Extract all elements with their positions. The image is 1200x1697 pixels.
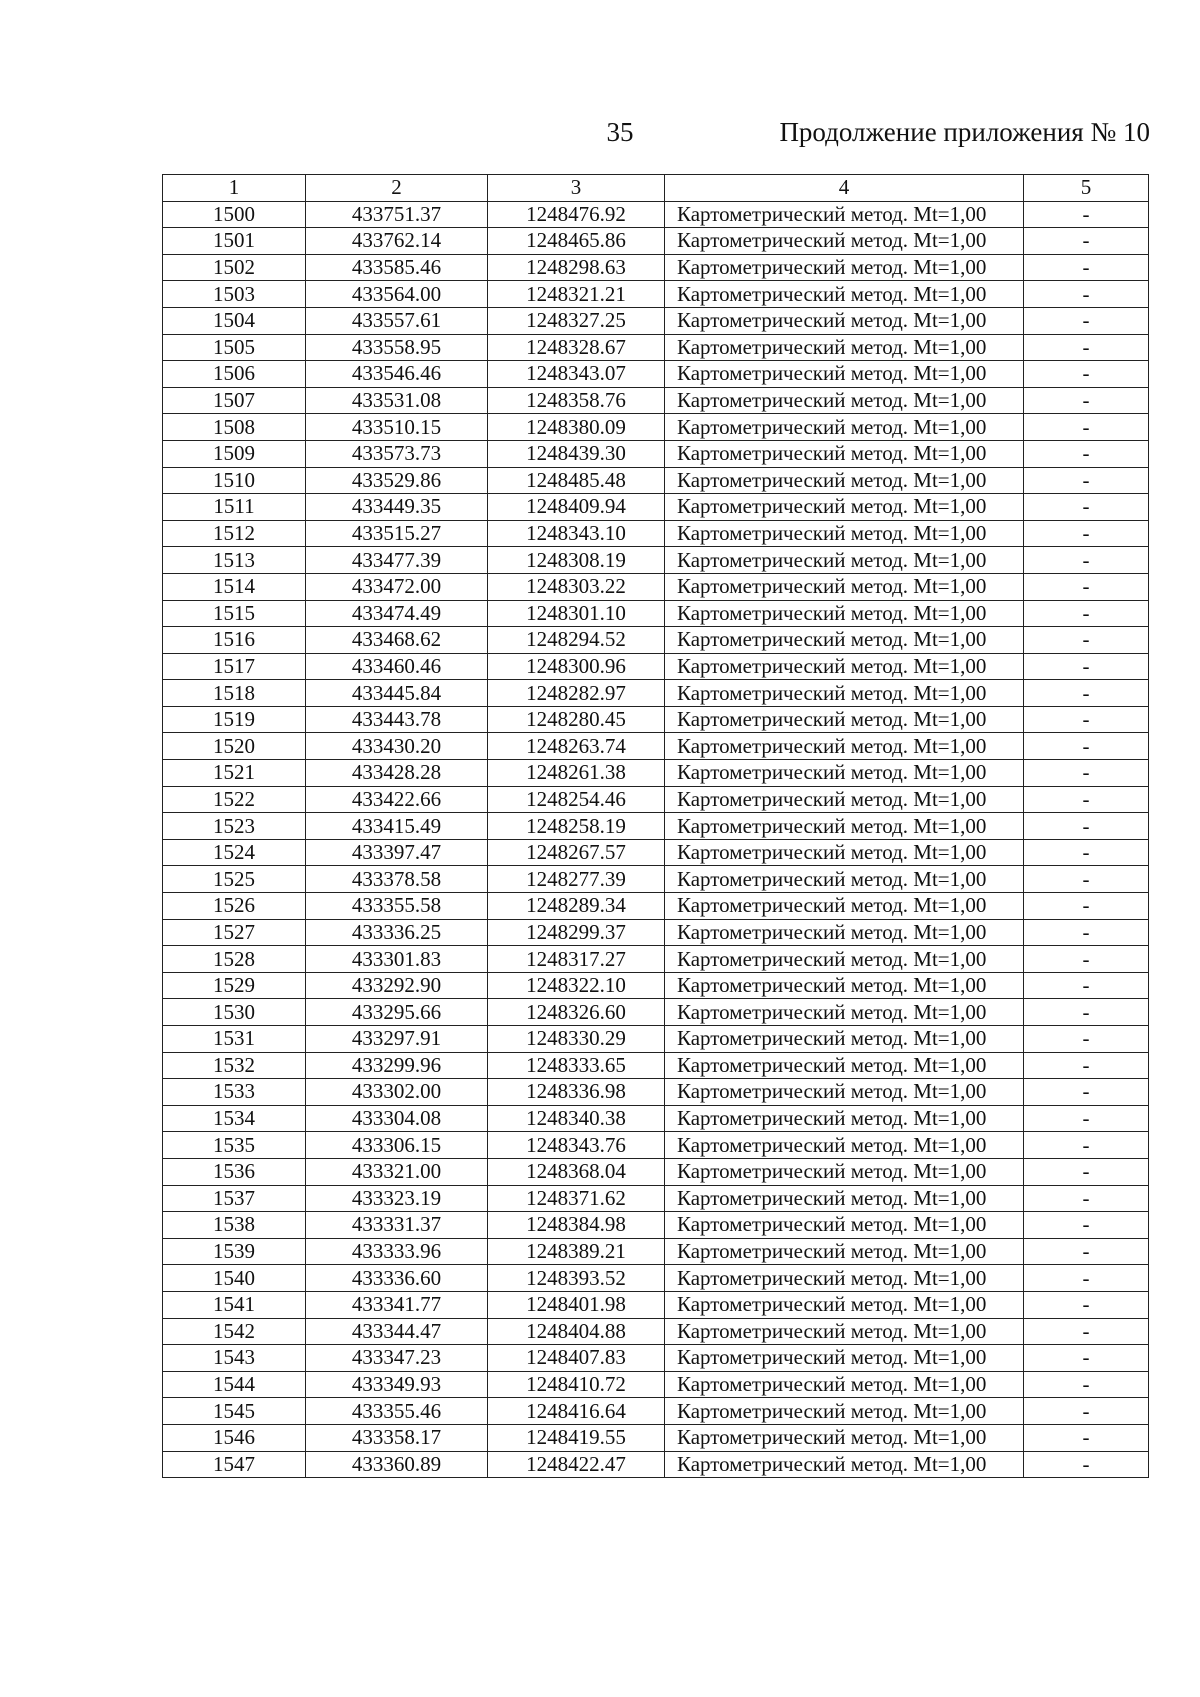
- table-row: [163, 520, 1149, 547]
- y-coordinate-cell: 1248465.86: [488, 228, 665, 255]
- method-cell: Картометрический метод. Mt=1,00: [665, 866, 1024, 893]
- note-cell: -: [1024, 1052, 1149, 1079]
- y-coordinate-cell: 1248389.21: [488, 1238, 665, 1265]
- point-number-cell: 1539: [163, 1238, 306, 1265]
- x-coordinate-cell: 433358.17: [306, 1424, 488, 1451]
- table-row: [163, 706, 1149, 733]
- point-number-cell: 1535: [163, 1132, 306, 1159]
- y-coordinate-cell: 1248343.10: [488, 520, 665, 547]
- x-coordinate-cell: 433336.60: [306, 1265, 488, 1292]
- x-coordinate-cell: 433430.20: [306, 733, 488, 760]
- point-number-cell: 1544: [163, 1371, 306, 1398]
- y-coordinate-cell: 1248277.39: [488, 866, 665, 893]
- y-coordinate-cell: 1248380.09: [488, 414, 665, 441]
- method-cell: Картометрический метод. Mt=1,00: [665, 254, 1024, 281]
- table-row: [163, 573, 1149, 600]
- table-row: [163, 866, 1149, 893]
- y-coordinate-cell: 1248336.98: [488, 1079, 665, 1106]
- x-coordinate-cell: 433297.91: [306, 1026, 488, 1053]
- note-cell: -: [1024, 786, 1149, 813]
- note-cell: -: [1024, 547, 1149, 574]
- method-cell: Картометрический метод. Mt=1,00: [665, 600, 1024, 627]
- method-cell: Картометрический метод. Mt=1,00: [665, 387, 1024, 414]
- y-coordinate-cell: 1248300.96: [488, 653, 665, 680]
- y-coordinate-cell: 1248258.19: [488, 813, 665, 840]
- point-number-cell: 1546: [163, 1424, 306, 1451]
- y-coordinate-cell: 1248416.64: [488, 1398, 665, 1425]
- x-coordinate-cell: 433347.23: [306, 1345, 488, 1372]
- note-cell: -: [1024, 866, 1149, 893]
- point-number-cell: 1530: [163, 999, 306, 1026]
- note-cell: -: [1024, 653, 1149, 680]
- table-row: [163, 999, 1149, 1026]
- note-cell: -: [1024, 1291, 1149, 1318]
- method-cell: Картометрический метод. Mt=1,00: [665, 1185, 1024, 1212]
- table-row: [163, 201, 1149, 228]
- table-row: [163, 1105, 1149, 1132]
- x-coordinate-cell: 433302.00: [306, 1079, 488, 1106]
- method-cell: Картометрический метод. Mt=1,00: [665, 839, 1024, 866]
- point-number-cell: 1529: [163, 972, 306, 999]
- x-coordinate-cell: 433331.37: [306, 1212, 488, 1239]
- x-coordinate-cell: 433474.49: [306, 600, 488, 627]
- x-coordinate-cell: 433428.28: [306, 760, 488, 787]
- method-cell: Картометрический метод. Mt=1,00: [665, 1398, 1024, 1425]
- method-cell: Картометрический метод. Mt=1,00: [665, 1371, 1024, 1398]
- note-cell: -: [1024, 1318, 1149, 1345]
- note-cell: -: [1024, 1158, 1149, 1185]
- y-coordinate-cell: 1248384.98: [488, 1212, 665, 1239]
- x-coordinate-cell: 433344.47: [306, 1318, 488, 1345]
- note-cell: -: [1024, 946, 1149, 973]
- y-coordinate-cell: 1248410.72: [488, 1371, 665, 1398]
- point-number-cell: 1508: [163, 414, 306, 441]
- column-header: 1: [163, 175, 306, 202]
- y-coordinate-cell: 1248371.62: [488, 1185, 665, 1212]
- x-coordinate-cell: 433443.78: [306, 706, 488, 733]
- y-coordinate-cell: 1248407.83: [488, 1345, 665, 1372]
- method-cell: Картометрический метод. Mt=1,00: [665, 1318, 1024, 1345]
- point-number-cell: 1536: [163, 1158, 306, 1185]
- table-row: [163, 254, 1149, 281]
- y-coordinate-cell: 1248321.21: [488, 281, 665, 308]
- method-cell: Картометрический метод. Mt=1,00: [665, 1105, 1024, 1132]
- method-cell: Картометрический метод. Mt=1,00: [665, 733, 1024, 760]
- point-number-cell: 1520: [163, 733, 306, 760]
- x-coordinate-cell: 433477.39: [306, 547, 488, 574]
- x-coordinate-cell: 433321.00: [306, 1158, 488, 1185]
- table-row: [163, 1158, 1149, 1185]
- page-number: 35: [606, 117, 634, 147]
- y-coordinate-cell: 1248343.07: [488, 361, 665, 388]
- note-cell: -: [1024, 1398, 1149, 1425]
- method-cell: Картометрический метод. Mt=1,00: [665, 440, 1024, 467]
- table-header: [163, 175, 1149, 202]
- note-cell: -: [1024, 680, 1149, 707]
- y-coordinate-cell: 1248485.48: [488, 467, 665, 494]
- point-number-cell: 1506: [163, 361, 306, 388]
- x-coordinate-cell: 433355.58: [306, 893, 488, 920]
- table-row: [163, 839, 1149, 866]
- point-number-cell: 1524: [163, 839, 306, 866]
- note-cell: -: [1024, 307, 1149, 334]
- note-cell: -: [1024, 600, 1149, 627]
- method-cell: Картометрический метод. Mt=1,00: [665, 627, 1024, 654]
- method-cell: Картометрический метод. Mt=1,00: [665, 1026, 1024, 1053]
- table-row: [163, 946, 1149, 973]
- x-coordinate-cell: 433762.14: [306, 228, 488, 255]
- table-row: [163, 919, 1149, 946]
- x-coordinate-cell: 433295.66: [306, 999, 488, 1026]
- method-cell: Картометрический метод. Mt=1,00: [665, 307, 1024, 334]
- x-coordinate-cell: 433472.00: [306, 573, 488, 600]
- y-coordinate-cell: 1248298.63: [488, 254, 665, 281]
- y-coordinate-cell: 1248340.38: [488, 1105, 665, 1132]
- x-coordinate-cell: 433585.46: [306, 254, 488, 281]
- method-cell: Картометрический метод. Mt=1,00: [665, 1265, 1024, 1292]
- table-row: [163, 786, 1149, 813]
- method-cell: Картометрический метод. Mt=1,00: [665, 786, 1024, 813]
- point-number-cell: 1527: [163, 919, 306, 946]
- note-cell: -: [1024, 334, 1149, 361]
- note-cell: -: [1024, 1212, 1149, 1239]
- x-coordinate-cell: 433460.46: [306, 653, 488, 680]
- x-coordinate-cell: 433557.61: [306, 307, 488, 334]
- table-row: [163, 1265, 1149, 1292]
- point-number-cell: 1514: [163, 573, 306, 600]
- point-number-cell: 1501: [163, 228, 306, 255]
- method-cell: Картометрический метод. Mt=1,00: [665, 1052, 1024, 1079]
- note-cell: -: [1024, 361, 1149, 388]
- x-coordinate-cell: 433333.96: [306, 1238, 488, 1265]
- method-cell: Картометрический метод. Mt=1,00: [665, 813, 1024, 840]
- y-coordinate-cell: 1248393.52: [488, 1265, 665, 1292]
- x-coordinate-cell: 433360.89: [306, 1451, 488, 1478]
- table-row: [163, 1079, 1149, 1106]
- point-number-cell: 1505: [163, 334, 306, 361]
- point-number-cell: 1513: [163, 547, 306, 574]
- y-coordinate-cell: 1248301.10: [488, 600, 665, 627]
- x-coordinate-cell: 433558.95: [306, 334, 488, 361]
- point-number-cell: 1545: [163, 1398, 306, 1425]
- y-coordinate-cell: 1248263.74: [488, 733, 665, 760]
- note-cell: -: [1024, 387, 1149, 414]
- note-cell: -: [1024, 254, 1149, 281]
- point-number-cell: 1516: [163, 627, 306, 654]
- x-coordinate-cell: 433546.46: [306, 361, 488, 388]
- point-number-cell: 1504: [163, 307, 306, 334]
- y-coordinate-cell: 1248439.30: [488, 440, 665, 467]
- method-cell: Картометрический метод. Mt=1,00: [665, 1291, 1024, 1318]
- x-coordinate-cell: 433510.15: [306, 414, 488, 441]
- method-cell: Картометрический метод. Mt=1,00: [665, 228, 1024, 255]
- y-coordinate-cell: 1248328.67: [488, 334, 665, 361]
- point-number-cell: 1526: [163, 893, 306, 920]
- y-coordinate-cell: 1248368.04: [488, 1158, 665, 1185]
- column-header: 2: [306, 175, 488, 202]
- y-coordinate-cell: 1248327.25: [488, 307, 665, 334]
- table-row: [163, 972, 1149, 999]
- method-cell: Картометрический метод. Mt=1,00: [665, 520, 1024, 547]
- table-row: [163, 893, 1149, 920]
- y-coordinate-cell: 1248289.34: [488, 893, 665, 920]
- method-cell: Картометрический метод. Mt=1,00: [665, 893, 1024, 920]
- method-cell: Картометрический метод. Mt=1,00: [665, 334, 1024, 361]
- note-cell: -: [1024, 839, 1149, 866]
- note-cell: -: [1024, 573, 1149, 600]
- table-row: [163, 307, 1149, 334]
- x-coordinate-cell: 433445.84: [306, 680, 488, 707]
- method-cell: Картометрический метод. Mt=1,00: [665, 1345, 1024, 1372]
- x-coordinate-cell: 433292.90: [306, 972, 488, 999]
- point-number-cell: 1541: [163, 1291, 306, 1318]
- coordinates-table: [162, 174, 1149, 1478]
- method-cell: Картометрический метод. Mt=1,00: [665, 760, 1024, 787]
- point-number-cell: 1517: [163, 653, 306, 680]
- table-row: [163, 228, 1149, 255]
- table-row: [163, 1345, 1149, 1372]
- note-cell: -: [1024, 440, 1149, 467]
- column-header: 4: [665, 175, 1024, 202]
- x-coordinate-cell: 433422.66: [306, 786, 488, 813]
- note-cell: -: [1024, 1424, 1149, 1451]
- method-cell: Картометрический метод. Mt=1,00: [665, 547, 1024, 574]
- method-cell: Картометрический метод. Mt=1,00: [665, 680, 1024, 707]
- y-coordinate-cell: 1248419.55: [488, 1424, 665, 1451]
- point-number-cell: 1500: [163, 201, 306, 228]
- point-number-cell: 1512: [163, 520, 306, 547]
- column-header: 3: [488, 175, 665, 202]
- table-row: [163, 1052, 1149, 1079]
- table-row: [163, 334, 1149, 361]
- point-number-cell: 1547: [163, 1451, 306, 1478]
- x-coordinate-cell: 433341.77: [306, 1291, 488, 1318]
- table-row: [163, 1212, 1149, 1239]
- table-row: [163, 1238, 1149, 1265]
- table-row: [163, 440, 1149, 467]
- y-coordinate-cell: 1248401.98: [488, 1291, 665, 1318]
- point-number-cell: 1533: [163, 1079, 306, 1106]
- y-coordinate-cell: 1248404.88: [488, 1318, 665, 1345]
- x-coordinate-cell: 433306.15: [306, 1132, 488, 1159]
- table-row: [163, 600, 1149, 627]
- point-number-cell: 1503: [163, 281, 306, 308]
- note-cell: -: [1024, 1371, 1149, 1398]
- point-number-cell: 1502: [163, 254, 306, 281]
- method-cell: Картометрический метод. Mt=1,00: [665, 946, 1024, 973]
- note-cell: -: [1024, 201, 1149, 228]
- method-cell: Картометрический метод. Mt=1,00: [665, 201, 1024, 228]
- note-cell: -: [1024, 1238, 1149, 1265]
- y-coordinate-cell: 1248267.57: [488, 839, 665, 866]
- x-coordinate-cell: 433301.83: [306, 946, 488, 973]
- method-cell: Картометрический метод. Mt=1,00: [665, 972, 1024, 999]
- y-coordinate-cell: 1248294.52: [488, 627, 665, 654]
- x-coordinate-cell: 433355.46: [306, 1398, 488, 1425]
- table-row: [163, 494, 1149, 521]
- x-coordinate-cell: 433515.27: [306, 520, 488, 547]
- note-cell: -: [1024, 281, 1149, 308]
- y-coordinate-cell: 1248326.60: [488, 999, 665, 1026]
- method-cell: Картометрический метод. Mt=1,00: [665, 361, 1024, 388]
- method-cell: Картометрический метод. Mt=1,00: [665, 281, 1024, 308]
- table-row: [163, 733, 1149, 760]
- point-number-cell: 1534: [163, 1105, 306, 1132]
- point-number-cell: 1532: [163, 1052, 306, 1079]
- y-coordinate-cell: 1248254.46: [488, 786, 665, 813]
- x-coordinate-cell: 433564.00: [306, 281, 488, 308]
- point-number-cell: 1507: [163, 387, 306, 414]
- y-coordinate-cell: 1248409.94: [488, 494, 665, 521]
- note-cell: -: [1024, 520, 1149, 547]
- x-coordinate-cell: 433751.37: [306, 201, 488, 228]
- method-cell: Картометрический метод. Mt=1,00: [665, 999, 1024, 1026]
- table-row: [163, 361, 1149, 388]
- point-number-cell: 1537: [163, 1185, 306, 1212]
- table-body: [163, 201, 1149, 1478]
- note-cell: -: [1024, 1105, 1149, 1132]
- x-coordinate-cell: 433415.49: [306, 813, 488, 840]
- point-number-cell: 1543: [163, 1345, 306, 1372]
- x-coordinate-cell: 433349.93: [306, 1371, 488, 1398]
- point-number-cell: 1510: [163, 467, 306, 494]
- point-number-cell: 1542: [163, 1318, 306, 1345]
- method-cell: Картометрический метод. Mt=1,00: [665, 653, 1024, 680]
- point-number-cell: 1522: [163, 786, 306, 813]
- method-cell: Картометрический метод. Mt=1,00: [665, 467, 1024, 494]
- x-coordinate-cell: 433323.19: [306, 1185, 488, 1212]
- note-cell: -: [1024, 1185, 1149, 1212]
- note-cell: -: [1024, 494, 1149, 521]
- note-cell: -: [1024, 972, 1149, 999]
- y-coordinate-cell: 1248358.76: [488, 387, 665, 414]
- point-number-cell: 1540: [163, 1265, 306, 1292]
- note-cell: -: [1024, 627, 1149, 654]
- method-cell: Картометрический метод. Mt=1,00: [665, 1132, 1024, 1159]
- point-number-cell: 1528: [163, 946, 306, 973]
- table-row: [163, 1451, 1149, 1478]
- note-cell: -: [1024, 414, 1149, 441]
- method-cell: Картометрический метод. Mt=1,00: [665, 494, 1024, 521]
- table-row: [163, 680, 1149, 707]
- note-cell: -: [1024, 919, 1149, 946]
- point-number-cell: 1518: [163, 680, 306, 707]
- y-coordinate-cell: 1248261.38: [488, 760, 665, 787]
- table-row: [163, 653, 1149, 680]
- x-coordinate-cell: 433299.96: [306, 1052, 488, 1079]
- note-cell: -: [1024, 733, 1149, 760]
- point-number-cell: 1519: [163, 706, 306, 733]
- point-number-cell: 1511: [163, 494, 306, 521]
- page-caption: Продолжение приложения № 10: [779, 117, 1150, 147]
- point-number-cell: 1521: [163, 760, 306, 787]
- x-coordinate-cell: 433573.73: [306, 440, 488, 467]
- note-cell: -: [1024, 228, 1149, 255]
- x-coordinate-cell: 433468.62: [306, 627, 488, 654]
- y-coordinate-cell: 1248299.37: [488, 919, 665, 946]
- x-coordinate-cell: 433531.08: [306, 387, 488, 414]
- y-coordinate-cell: 1248322.10: [488, 972, 665, 999]
- note-cell: -: [1024, 893, 1149, 920]
- method-cell: Картометрический метод. Mt=1,00: [665, 414, 1024, 441]
- note-cell: -: [1024, 467, 1149, 494]
- method-cell: Картометрический метод. Mt=1,00: [665, 1079, 1024, 1106]
- table-row: [163, 1318, 1149, 1345]
- column-header: 5: [1024, 175, 1149, 202]
- table-row: [163, 813, 1149, 840]
- y-coordinate-cell: 1248476.92: [488, 201, 665, 228]
- y-coordinate-cell: 1248280.45: [488, 706, 665, 733]
- x-coordinate-cell: 433397.47: [306, 839, 488, 866]
- point-number-cell: 1509: [163, 440, 306, 467]
- table-row: [163, 1291, 1149, 1318]
- y-coordinate-cell: 1248308.19: [488, 547, 665, 574]
- point-number-cell: 1525: [163, 866, 306, 893]
- table-row: [163, 1026, 1149, 1053]
- x-coordinate-cell: 433336.25: [306, 919, 488, 946]
- note-cell: -: [1024, 706, 1149, 733]
- point-number-cell: 1531: [163, 1026, 306, 1053]
- note-cell: -: [1024, 1026, 1149, 1053]
- method-cell: Картометрический метод. Mt=1,00: [665, 1451, 1024, 1478]
- table-row: [163, 1132, 1149, 1159]
- table-row: [163, 1398, 1149, 1425]
- note-cell: -: [1024, 1132, 1149, 1159]
- note-cell: -: [1024, 760, 1149, 787]
- note-cell: -: [1024, 1451, 1149, 1478]
- y-coordinate-cell: 1248333.65: [488, 1052, 665, 1079]
- y-coordinate-cell: 1248282.97: [488, 680, 665, 707]
- y-coordinate-cell: 1248303.22: [488, 573, 665, 600]
- x-coordinate-cell: 433449.35: [306, 494, 488, 521]
- table-row: [163, 414, 1149, 441]
- note-cell: -: [1024, 1265, 1149, 1292]
- note-cell: -: [1024, 1345, 1149, 1372]
- method-cell: Картометрический метод. Mt=1,00: [665, 1212, 1024, 1239]
- x-coordinate-cell: 433529.86: [306, 467, 488, 494]
- method-cell: Картометрический метод. Mt=1,00: [665, 1238, 1024, 1265]
- x-coordinate-cell: 433304.08: [306, 1105, 488, 1132]
- method-cell: Картометрический метод. Mt=1,00: [665, 573, 1024, 600]
- table-row: [163, 1185, 1149, 1212]
- method-cell: Картометрический метод. Mt=1,00: [665, 919, 1024, 946]
- y-coordinate-cell: 1248317.27: [488, 946, 665, 973]
- note-cell: -: [1024, 813, 1149, 840]
- note-cell: -: [1024, 1079, 1149, 1106]
- method-cell: Картометрический метод. Mt=1,00: [665, 706, 1024, 733]
- point-number-cell: 1538: [163, 1212, 306, 1239]
- table-row: [163, 627, 1149, 654]
- y-coordinate-cell: 1248422.47: [488, 1451, 665, 1478]
- point-number-cell: 1515: [163, 600, 306, 627]
- y-coordinate-cell: 1248330.29: [488, 1026, 665, 1053]
- note-cell: -: [1024, 999, 1149, 1026]
- table-row: [163, 1371, 1149, 1398]
- table-row: [163, 281, 1149, 308]
- table-header-row: [163, 175, 1149, 202]
- table-row: [163, 1424, 1149, 1451]
- method-cell: Картометрический метод. Mt=1,00: [665, 1424, 1024, 1451]
- table-row: [163, 760, 1149, 787]
- table-row: [163, 467, 1149, 494]
- point-number-cell: 1523: [163, 813, 306, 840]
- method-cell: Картометрический метод. Mt=1,00: [665, 1158, 1024, 1185]
- y-coordinate-cell: 1248343.76: [488, 1132, 665, 1159]
- x-coordinate-cell: 433378.58: [306, 866, 488, 893]
- table-row: [163, 547, 1149, 574]
- table-row: [163, 387, 1149, 414]
